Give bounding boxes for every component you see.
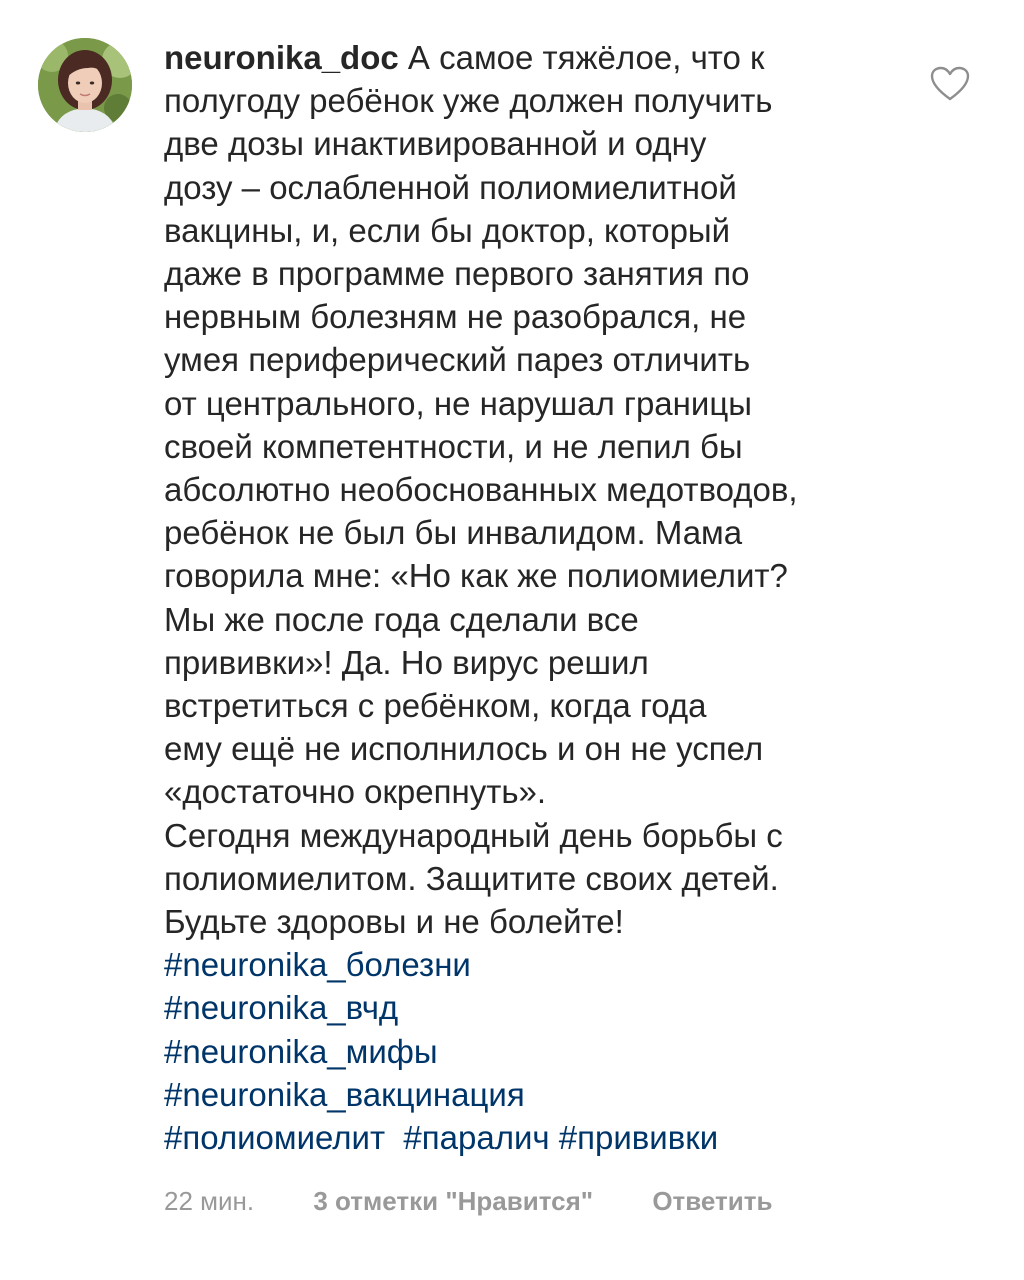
comment-text-line: говорила мне: «Но как же полиомиелит? (164, 557, 788, 595)
comment-text-line: две дозы инактивированной и одну (164, 125, 707, 163)
hashtag-link[interactable]: #neuronika_вакцинация (164, 1075, 525, 1113)
comment-first-line (164, 36, 894, 79)
hashtag-link[interactable]: #neuronika_болезни (164, 946, 471, 984)
comment-text-line: Мы же после года сделали все (164, 600, 639, 638)
comment-text-line: Сегодня международный день борьбы с (164, 816, 783, 854)
hashtag-link[interactable]: #neuronika_вчд (164, 989, 399, 1027)
comment-text-line: абсолютно необоснованных медотводов, (164, 471, 798, 509)
like-button[interactable] (930, 66, 970, 102)
comment-text-line: встретиться с ребёнком, когда года (164, 687, 707, 725)
comment-text-line: «достаточно окрепнуть». (164, 773, 547, 811)
comment-text-line: ребёнок не был бы инвалидом. Мама (164, 514, 743, 552)
comment-text-line: умея периферический парез отличить (164, 341, 751, 379)
hashtag-link[interactable]: #паралич (403, 1119, 550, 1157)
comment-text-line: вакцины, и, если бы доктор, который (164, 211, 731, 249)
reply-button[interactable]: Ответить (652, 1186, 773, 1216)
comment-text-line: прививки»! Да. Но вирус решил (164, 643, 649, 681)
comment-body (164, 36, 894, 1159)
comment-text-line: своей компетентности, и не лепил бы (164, 427, 743, 465)
hashtag-link[interactable]: #прививки (558, 1119, 719, 1157)
comment-text-line: полиомиелитом. Защитите своих детей. (164, 859, 779, 897)
comment-footer (164, 1186, 772, 1217)
comment-text-line: даже в программе первого занятия по (164, 255, 750, 293)
likes-count-link[interactable]: 3 отметки "Нравится" (313, 1186, 594, 1216)
comment-text-line: полугоду ребёнок уже должен получить (164, 82, 773, 120)
hashtag-link[interactable]: #полиомиелит (164, 1119, 386, 1157)
avatar[interactable] (38, 38, 132, 132)
comment-text-line: Будьте здоровы и не болейте! (164, 903, 624, 941)
hashtag-line (164, 1116, 894, 1159)
hashtag-link[interactable]: #neuronika_мифы (164, 1032, 438, 1070)
comment-text-line: дозу – ослабленной полиомиелитной (164, 168, 737, 206)
heart-outline-icon (930, 66, 970, 102)
avatar-photo (38, 38, 132, 132)
comment-text-line: А самое тяжёлое, что к (407, 39, 765, 76)
username-link[interactable]: neuronika_doc (164, 39, 399, 76)
comment-timestamp: 22 мин. (164, 1186, 255, 1216)
comment-text-line: нервным болезням не разобрался, не (164, 298, 747, 336)
comment-text-line: от центрального, не нарушал границы (164, 384, 752, 422)
comment-text-line: ему ещё не исполнилось и он не успел (164, 730, 764, 768)
